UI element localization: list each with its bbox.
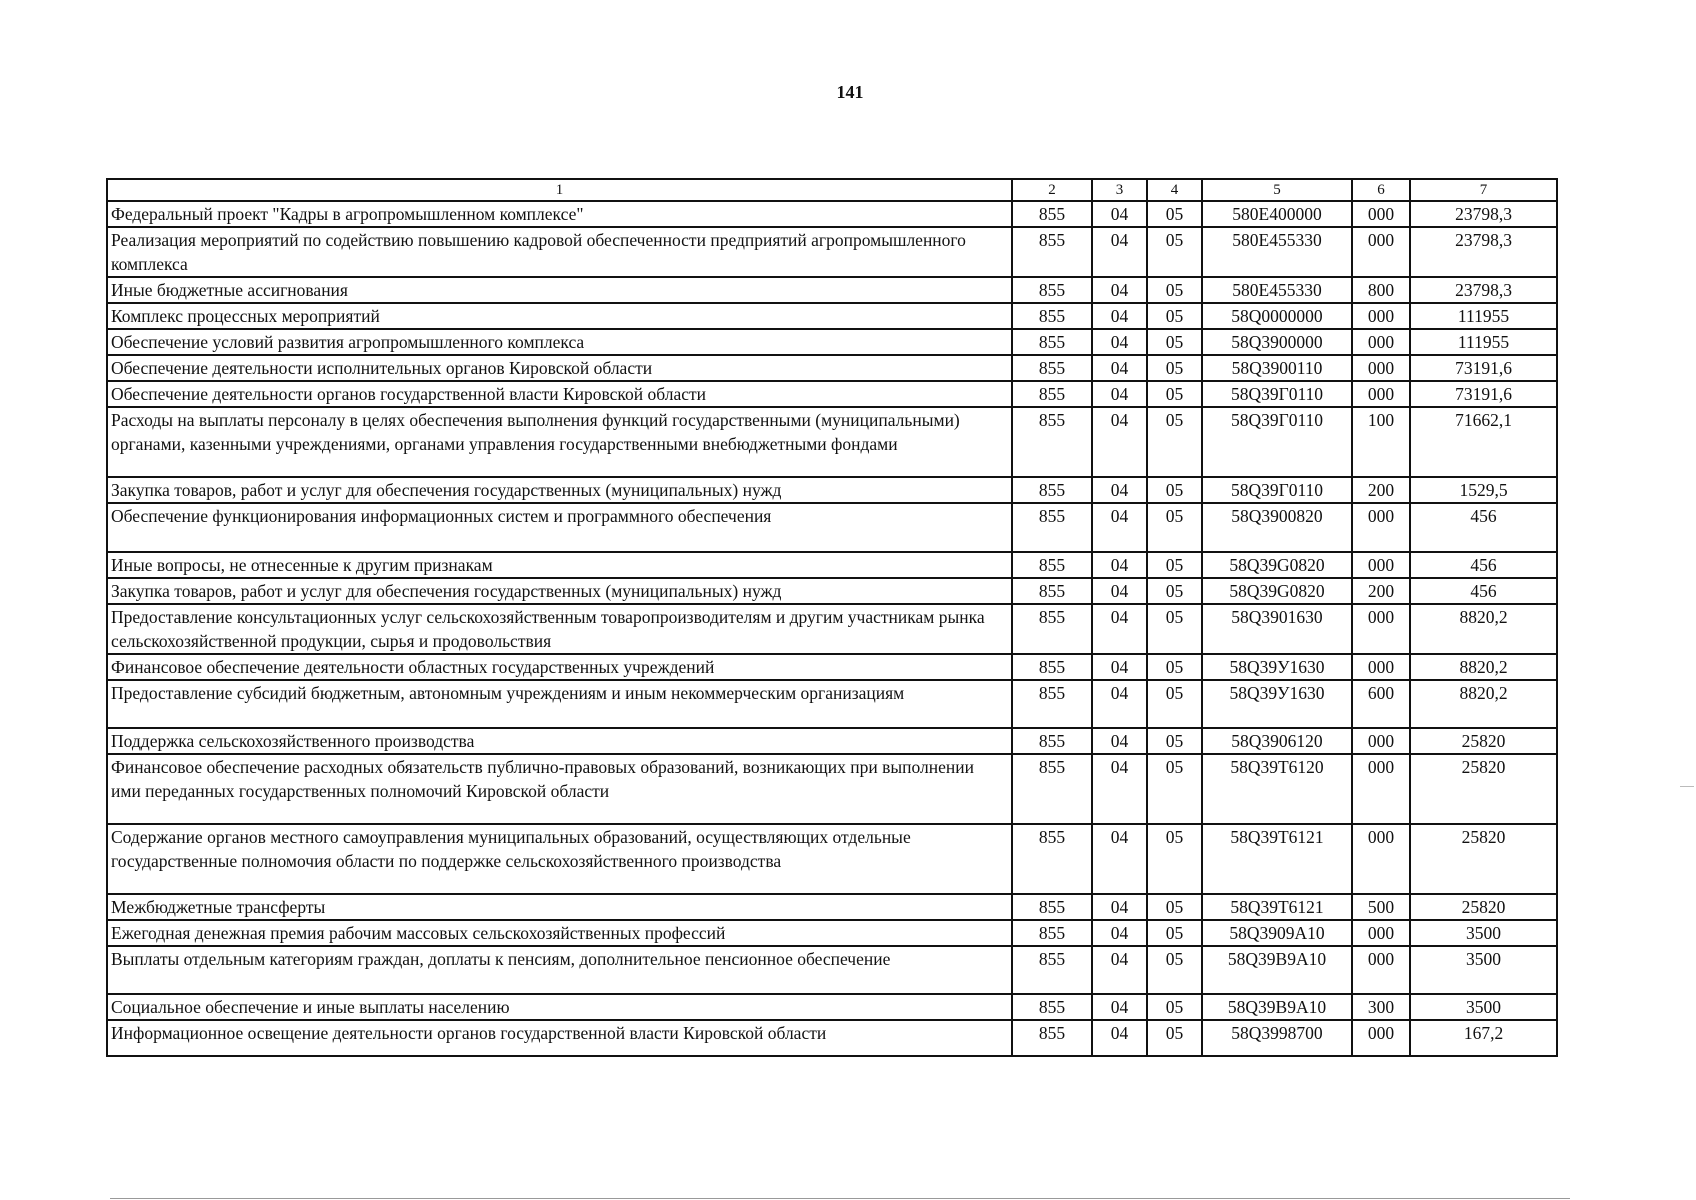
amount-cell: 111955 [1410,303,1557,329]
section-code-cell: 04 [1092,355,1147,381]
subsection-code-cell: 05 [1147,754,1202,824]
amount-cell: 456 [1410,552,1557,578]
chapter-code-cell: 855 [1012,920,1092,946]
row-name-cell: Иные бюджетные ассигнования [107,277,1012,303]
amount-cell: 456 [1410,503,1557,552]
amount-cell: 8820,2 [1410,604,1557,654]
page-number: 141 [836,82,864,102]
chapter-code-cell: 855 [1012,227,1092,277]
amount-cell: 1529,5 [1410,477,1557,503]
expense-type-cell: 000 [1352,355,1410,381]
column-header: 4 [1147,179,1202,201]
chapter-code-cell: 855 [1012,680,1092,728]
expense-type-cell: 000 [1352,503,1410,552]
row-name-cell: Комплекс процессных мероприятий [107,303,1012,329]
chapter-code-cell: 855 [1012,407,1092,477]
target-article-cell: 58Q39Т6121 [1202,894,1352,920]
subsection-code-cell: 05 [1147,227,1202,277]
table-row [107,552,1557,578]
amount-cell: 73191,6 [1410,355,1557,381]
subsection-code-cell: 05 [1147,680,1202,728]
subsection-code-cell: 05 [1147,503,1202,552]
subsection-code-cell: 05 [1147,654,1202,680]
chapter-code-cell: 855 [1012,303,1092,329]
column-header: 3 [1092,179,1147,201]
row-name-cell: Выплаты отдельным категориям граждан, доплаты к пенсиям, дополнительное пенсионное обеспечение [107,946,1012,994]
target-article-cell: 58Q3998700 [1202,1020,1352,1056]
subsection-code-cell: 05 [1147,604,1202,654]
chapter-code-cell: 855 [1012,754,1092,824]
amount-cell: 8820,2 [1410,654,1557,680]
section-code-cell: 04 [1092,604,1147,654]
table-row [107,303,1557,329]
subsection-code-cell: 05 [1147,277,1202,303]
target-article-cell: 58Q39Т6121 [1202,824,1352,894]
target-article-cell: 580Е400000 [1202,201,1352,227]
bottom-rule [110,1198,1570,1199]
section-code-cell: 04 [1092,329,1147,355]
amount-cell: 71662,1 [1410,407,1557,477]
amount-cell: 8820,2 [1410,680,1557,728]
subsection-code-cell: 05 [1147,824,1202,894]
subsection-code-cell: 05 [1147,578,1202,604]
target-article-cell: 58Q3906120 [1202,728,1352,754]
expense-type-cell: 200 [1352,578,1410,604]
section-code-cell: 04 [1092,946,1147,994]
subsection-code-cell: 05 [1147,728,1202,754]
amount-cell: 25820 [1410,894,1557,920]
section-code-cell: 04 [1092,578,1147,604]
expense-type-cell: 000 [1352,381,1410,407]
target-article-cell: 58Q39Г0110 [1202,381,1352,407]
expense-type-cell: 300 [1352,994,1410,1020]
section-code-cell: 04 [1092,407,1147,477]
expense-type-cell: 000 [1352,201,1410,227]
section-code-cell: 04 [1092,728,1147,754]
row-name-cell: Обеспечение деятельности органов государственной власти Кировской области [107,381,1012,407]
table-row [107,277,1557,303]
table-row [107,754,1557,824]
table-row [107,355,1557,381]
table-row [107,824,1557,894]
target-article-cell: 58Q3900110 [1202,355,1352,381]
expense-type-cell: 000 [1352,654,1410,680]
chapter-code-cell: 855 [1012,381,1092,407]
chapter-code-cell: 855 [1012,728,1092,754]
expense-type-cell: 500 [1352,894,1410,920]
budget-table [106,178,1558,1057]
chapter-code-cell: 855 [1012,604,1092,654]
target-article-cell: 580Е455330 [1202,277,1352,303]
target-article-cell: 58Q39G0820 [1202,552,1352,578]
section-code-cell: 04 [1092,503,1147,552]
target-article-cell: 58Q39В9А10 [1202,994,1352,1020]
table-row [107,894,1557,920]
amount-cell: 25820 [1410,728,1557,754]
amount-cell: 73191,6 [1410,381,1557,407]
row-name-cell: Обеспечение функционирования информационных систем и программного обеспечения [107,503,1012,552]
row-name-cell: Обеспечение деятельности исполнительных органов Кировской области [107,355,1012,381]
section-code-cell: 04 [1092,303,1147,329]
amount-cell: 3500 [1410,920,1557,946]
section-code-cell: 04 [1092,824,1147,894]
row-name-cell: Закупка товаров, работ и услуг для обеспечения государственных (муниципальных) нужд [107,578,1012,604]
section-code-cell: 04 [1092,381,1147,407]
table-header-row [107,179,1557,201]
table-row [107,381,1557,407]
subsection-code-cell: 05 [1147,552,1202,578]
table-body [107,201,1557,1056]
section-code-cell: 04 [1092,654,1147,680]
section-code-cell: 04 [1092,277,1147,303]
section-code-cell: 04 [1092,477,1147,503]
table-row [107,1020,1557,1056]
table-row [107,329,1557,355]
subsection-code-cell: 05 [1147,329,1202,355]
target-article-cell: 58Q3909А10 [1202,920,1352,946]
row-name-cell: Поддержка сельскохозяйственного производства [107,728,1012,754]
amount-cell: 23798,3 [1410,227,1557,277]
table-row [107,477,1557,503]
target-article-cell: 58Q39У1630 [1202,654,1352,680]
amount-cell: 23798,3 [1410,277,1557,303]
target-article-cell: 58Q39Г0110 [1202,407,1352,477]
chapter-code-cell: 855 [1012,552,1092,578]
subsection-code-cell: 05 [1147,946,1202,994]
subsection-code-cell: 05 [1147,355,1202,381]
row-name-cell: Содержание органов местного самоуправления муниципальных образований, осуществляющих отдельные государственные полномочия области по поддержке сельскохозяйственного производства [107,824,1012,894]
row-name-cell: Информационное освещение деятельности органов государственной власти Кировской области [107,1020,1012,1056]
table-row [107,578,1557,604]
expense-type-cell: 100 [1352,407,1410,477]
amount-cell: 456 [1410,578,1557,604]
target-article-cell: 58Q3901630 [1202,604,1352,654]
expense-type-cell: 000 [1352,728,1410,754]
subsection-code-cell: 05 [1147,381,1202,407]
expense-type-cell: 600 [1352,680,1410,728]
chapter-code-cell: 855 [1012,355,1092,381]
column-header: 6 [1352,179,1410,201]
chapter-code-cell: 855 [1012,277,1092,303]
amount-cell: 23798,3 [1410,201,1557,227]
row-name-cell: Ежегодная денежная премия рабочим массовых сельскохозяйственных профессий [107,920,1012,946]
target-article-cell: 58Q39G0820 [1202,578,1352,604]
table-row [107,604,1557,654]
target-article-cell: 58Q39Т6120 [1202,754,1352,824]
target-article-cell: 58Q39В9А10 [1202,946,1352,994]
subsection-code-cell: 05 [1147,894,1202,920]
amount-cell: 167,2 [1410,1020,1557,1056]
chapter-code-cell: 855 [1012,894,1092,920]
row-name-cell: Реализация мероприятий по содействию повышению кадровой обеспеченности предприятий агропромышленного комплекса [107,227,1012,277]
row-name-cell: Иные вопросы, не отнесенные к другим признакам [107,552,1012,578]
subsection-code-cell: 05 [1147,994,1202,1020]
table-row [107,994,1557,1020]
subsection-code-cell: 05 [1147,477,1202,503]
expense-type-cell: 000 [1352,552,1410,578]
section-code-cell: 04 [1092,994,1147,1020]
scan-edge-mark [1680,786,1694,787]
row-name-cell: Обеспечение условий развития агропромышленного комплекса [107,329,1012,355]
column-header: 7 [1410,179,1557,201]
chapter-code-cell: 855 [1012,477,1092,503]
expense-type-cell: 000 [1352,754,1410,824]
subsection-code-cell: 05 [1147,1020,1202,1056]
table-row [107,946,1557,994]
row-name-cell: Межбюджетные трансферты [107,894,1012,920]
target-article-cell: 58Q39Г0110 [1202,477,1352,503]
target-article-cell: 58Q0000000 [1202,303,1352,329]
section-code-cell: 04 [1092,227,1147,277]
expense-type-cell: 000 [1352,946,1410,994]
amount-cell: 3500 [1410,994,1557,1020]
chapter-code-cell: 855 [1012,654,1092,680]
expense-type-cell: 000 [1352,824,1410,894]
expense-type-cell: 800 [1352,277,1410,303]
section-code-cell: 04 [1092,894,1147,920]
amount-cell: 3500 [1410,946,1557,994]
amount-cell: 25820 [1410,824,1557,894]
target-article-cell: 58Q3900820 [1202,503,1352,552]
row-name-cell: Предоставление субсидий бюджетным, автономным учреждениям и иным некоммерческим организациям [107,680,1012,728]
expense-type-cell: 000 [1352,227,1410,277]
section-code-cell: 04 [1092,201,1147,227]
subsection-code-cell: 05 [1147,407,1202,477]
table-row [107,920,1557,946]
row-name-cell: Финансовое обеспечение деятельности областных государственных учреждений [107,654,1012,680]
column-header: 2 [1012,179,1092,201]
expense-type-cell: 000 [1352,329,1410,355]
expense-type-cell: 200 [1352,477,1410,503]
target-article-cell: 58Q3900000 [1202,329,1352,355]
subsection-code-cell: 05 [1147,201,1202,227]
amount-cell: 25820 [1410,754,1557,824]
row-name-cell: Закупка товаров, работ и услуг для обеспечения государственных (муниципальных) нужд [107,477,1012,503]
expense-type-cell: 000 [1352,604,1410,654]
chapter-code-cell: 855 [1012,1020,1092,1056]
row-name-cell: Предоставление консультационных услуг сельскохозяйственным товаропроизводителям и другим участникам рынка сельскохозяйственной продукции, сырья и продовольствия [107,604,1012,654]
chapter-code-cell: 855 [1012,824,1092,894]
chapter-code-cell: 855 [1012,994,1092,1020]
subsection-code-cell: 05 [1147,303,1202,329]
table-row [107,728,1557,754]
chapter-code-cell: 855 [1012,329,1092,355]
expense-type-cell: 000 [1352,1020,1410,1056]
table-row [107,680,1557,728]
section-code-cell: 04 [1092,680,1147,728]
table-row [107,407,1557,477]
target-article-cell: 580Е455330 [1202,227,1352,277]
section-code-cell: 04 [1092,754,1147,824]
row-name-cell: Федеральный проект "Кадры в агропромышленном комплексе" [107,201,1012,227]
expense-type-cell: 000 [1352,920,1410,946]
row-name-cell: Финансовое обеспечение расходных обязательств публично-правовых образований, возникающих при выполнении ими переданных государственных полномочий Кировской области [107,754,1012,824]
row-name-cell: Социальное обеспечение и иные выплаты населению [107,994,1012,1020]
subsection-code-cell: 05 [1147,920,1202,946]
column-header: 5 [1202,179,1352,201]
table-row [107,201,1557,227]
expense-type-cell: 000 [1352,303,1410,329]
chapter-code-cell: 855 [1012,946,1092,994]
target-article-cell: 58Q39У1630 [1202,680,1352,728]
row-name-cell: Расходы на выплаты персоналу в целях обеспечения выполнения функций государственными (муниципальными) органами, казенными учреждениями, органами управления государственными внебюджетными фондами [107,407,1012,477]
chapter-code-cell: 855 [1012,578,1092,604]
column-header: 1 [107,179,1012,201]
section-code-cell: 04 [1092,920,1147,946]
table-row [107,227,1557,277]
table-row [107,503,1557,552]
section-code-cell: 04 [1092,1020,1147,1056]
chapter-code-cell: 855 [1012,503,1092,552]
chapter-code-cell: 855 [1012,201,1092,227]
section-code-cell: 04 [1092,552,1147,578]
amount-cell: 111955 [1410,329,1557,355]
table-row [107,654,1557,680]
